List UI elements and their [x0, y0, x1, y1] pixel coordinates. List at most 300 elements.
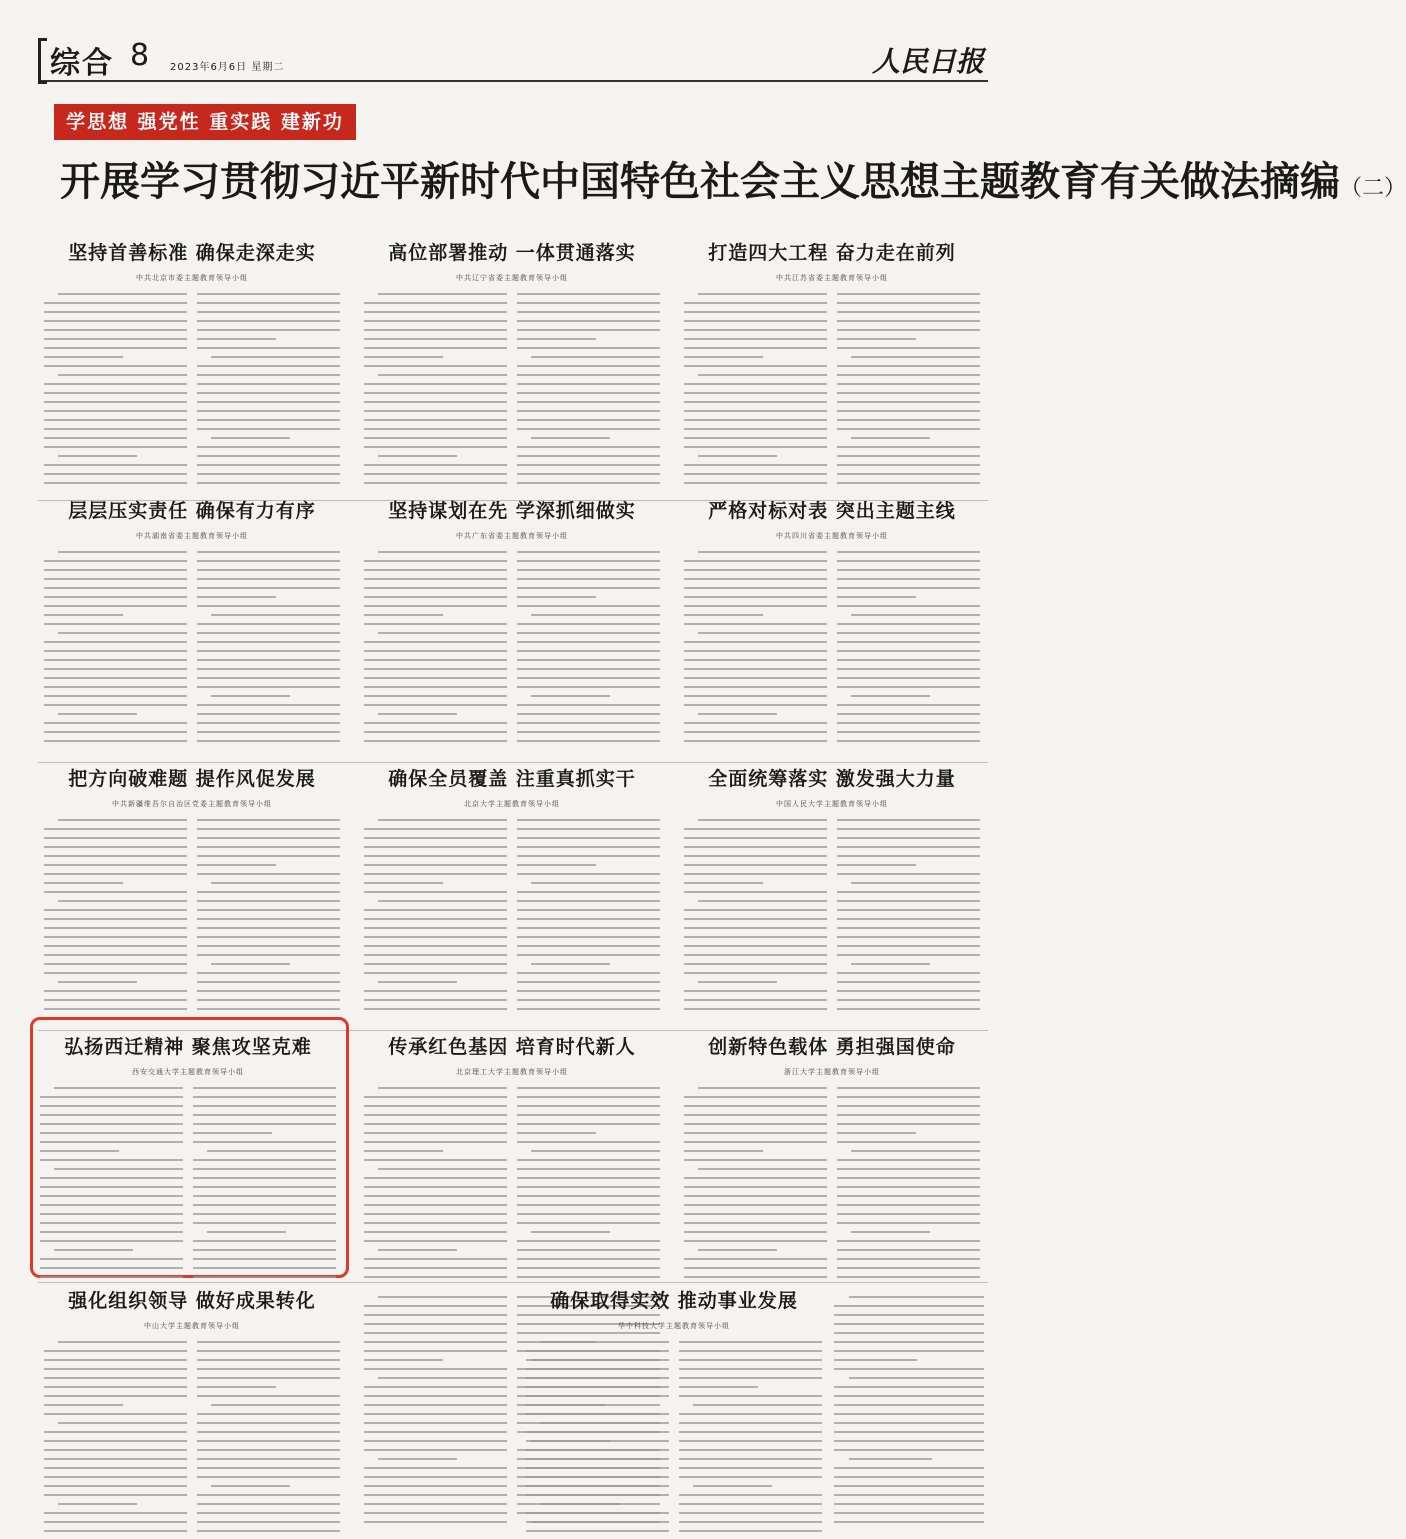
text-line — [834, 1359, 917, 1361]
text-line — [197, 972, 340, 974]
text-line — [684, 882, 763, 884]
text-line — [44, 392, 187, 394]
text-line — [698, 819, 827, 821]
text-line — [837, 1249, 980, 1251]
text-line — [44, 650, 187, 652]
text-line — [837, 990, 980, 992]
text-line — [44, 1413, 187, 1415]
text-line — [837, 668, 980, 670]
text-line — [44, 1395, 187, 1397]
text-line — [684, 873, 827, 875]
text-line — [837, 1159, 980, 1161]
text-line — [364, 1521, 507, 1523]
text-line — [834, 1512, 984, 1514]
text-line — [834, 1413, 984, 1415]
text-line — [58, 1422, 187, 1424]
text-line — [44, 473, 187, 475]
text-line — [364, 882, 443, 884]
text-line — [517, 383, 660, 385]
text-line — [540, 1422, 669, 1424]
article — [44, 764, 340, 1017]
text-line — [517, 365, 660, 367]
article-author: 浙江大学主题教育领导小组 — [784, 1068, 880, 1076]
text-line — [197, 704, 340, 706]
text-line — [834, 1323, 984, 1325]
article-body — [684, 819, 980, 1017]
text-line — [679, 1458, 822, 1460]
text-line — [364, 1008, 507, 1010]
text-line — [517, 320, 660, 322]
text-line — [197, 311, 340, 313]
text-line — [837, 473, 980, 475]
text-line — [197, 401, 340, 403]
text-line — [684, 695, 827, 697]
text-line — [851, 1231, 930, 1233]
text-line — [684, 1132, 827, 1134]
text-line — [517, 713, 660, 715]
text-line — [44, 1512, 187, 1514]
text-line — [197, 1440, 340, 1442]
text-line — [211, 437, 290, 439]
text-line — [684, 1258, 827, 1260]
text-line — [44, 828, 187, 830]
article-author: 中共辽宁省委主题教育领导小组 — [456, 274, 568, 282]
text-line — [40, 1105, 183, 1107]
article-title: 确保全员覆盖 注重真抓实干 — [388, 768, 636, 790]
text-line — [679, 1494, 822, 1496]
text-line — [517, 1159, 660, 1161]
text-line — [834, 1503, 984, 1505]
text-line — [526, 1521, 669, 1523]
text-column — [44, 293, 187, 491]
text-line — [364, 722, 507, 724]
text-line — [364, 873, 507, 875]
text-line — [364, 1449, 507, 1451]
text-line — [698, 900, 827, 902]
text-line — [526, 1494, 669, 1496]
text-line — [364, 410, 507, 412]
text-line — [517, 1168, 660, 1170]
text-line — [44, 560, 187, 562]
text-line — [197, 1503, 340, 1505]
text-line — [197, 954, 340, 956]
text-line — [531, 695, 610, 697]
text-line — [197, 891, 340, 893]
text-line — [197, 677, 340, 679]
article-author: 中共湖南省委主题教育领导小组 — [136, 532, 248, 540]
text-line — [517, 587, 660, 589]
text-line — [517, 455, 660, 457]
text-line — [44, 837, 187, 839]
text-line — [517, 1105, 660, 1107]
text-line — [679, 1422, 822, 1424]
article-body — [44, 293, 340, 491]
text-line — [684, 569, 827, 571]
text-column — [684, 293, 827, 491]
text-line — [851, 695, 930, 697]
text-column — [684, 819, 827, 1017]
text-line — [517, 1258, 660, 1260]
text-line — [679, 1350, 822, 1352]
text-line — [837, 1105, 980, 1107]
article-body — [44, 1341, 340, 1539]
text-line — [44, 482, 187, 484]
text-line — [834, 1350, 984, 1352]
text-line — [197, 1512, 340, 1514]
text-line — [684, 1276, 827, 1278]
text-line — [684, 668, 827, 670]
text-line — [837, 419, 980, 421]
article-title: 传承红色基因 培育时代新人 — [388, 1036, 636, 1058]
text-line — [40, 1240, 183, 1242]
text-line — [684, 686, 827, 688]
text-column — [837, 819, 980, 1017]
text-line — [679, 1530, 822, 1532]
text-line — [679, 1341, 822, 1343]
text-line — [837, 837, 980, 839]
text-line — [378, 1249, 457, 1251]
text-line — [684, 731, 827, 733]
text-line — [517, 1213, 660, 1215]
text-line — [837, 1195, 980, 1197]
text-line — [378, 632, 507, 634]
text-line — [193, 1105, 336, 1107]
text-line — [517, 686, 660, 688]
article-body — [684, 1087, 980, 1285]
text-column — [517, 1087, 660, 1285]
text-line — [197, 740, 340, 742]
text-line — [517, 846, 660, 848]
article-author: 中共四川省委主题教育领导小组 — [776, 532, 888, 540]
text-line — [837, 1222, 980, 1224]
text-line — [44, 1368, 187, 1370]
text-line — [837, 945, 980, 947]
text-line — [837, 828, 980, 830]
text-line — [197, 302, 340, 304]
text-line — [517, 927, 660, 929]
text-line — [364, 1494, 507, 1496]
text-line — [693, 1485, 772, 1487]
text-line — [837, 846, 980, 848]
text-line — [837, 855, 980, 857]
text-line — [197, 1368, 340, 1370]
text-line — [526, 1386, 669, 1388]
text-line — [197, 1395, 340, 1397]
text-column — [364, 819, 507, 1017]
text-line — [517, 1141, 660, 1143]
text-line — [40, 1177, 183, 1179]
text-line — [517, 464, 660, 466]
text-line — [197, 900, 340, 902]
article-title: 层层压实责任 确保有力有序 — [68, 500, 316, 522]
text-line — [517, 551, 660, 553]
text-line — [684, 1186, 827, 1188]
text-line — [44, 464, 187, 466]
text-line — [44, 731, 187, 733]
text-line — [679, 1512, 822, 1514]
text-line — [684, 338, 827, 340]
text-line — [364, 1186, 507, 1188]
text-line — [851, 614, 980, 616]
text-line — [517, 473, 660, 475]
text-line — [378, 455, 457, 457]
text-line — [526, 1449, 669, 1451]
text-line — [837, 819, 980, 821]
text-line — [44, 846, 187, 848]
text-line — [197, 605, 340, 607]
text-line — [834, 1467, 984, 1469]
text-line — [837, 605, 980, 607]
text-line — [44, 623, 187, 625]
text-line — [531, 1150, 660, 1152]
text-line — [684, 1150, 763, 1152]
text-line — [364, 1485, 507, 1487]
text-line — [837, 623, 980, 625]
text-line — [364, 569, 507, 571]
text-line — [364, 740, 507, 742]
text-line — [684, 1267, 827, 1269]
text-line — [517, 855, 660, 857]
text-column — [197, 819, 340, 1017]
article-author: 西安交通大学主题教育领导小组 — [132, 1068, 244, 1076]
text-line — [684, 927, 827, 929]
text-line — [517, 293, 660, 295]
text-line — [837, 1267, 980, 1269]
article-body — [364, 293, 660, 491]
text-line — [197, 999, 340, 1001]
text-line — [540, 1503, 619, 1505]
text-line — [517, 936, 660, 938]
text-column — [364, 1087, 507, 1285]
text-line — [44, 410, 187, 412]
text-line — [517, 1186, 660, 1188]
article — [40, 1032, 336, 1285]
text-line — [378, 293, 507, 295]
text-line — [684, 356, 763, 358]
article-author: 中共新疆维吾尔自治区党委主题教育领导小组 — [112, 800, 272, 808]
text-line — [364, 1204, 507, 1206]
article-body — [364, 819, 660, 1017]
text-line — [837, 1141, 980, 1143]
text-line — [364, 578, 507, 580]
text-line — [197, 578, 340, 580]
text-line — [364, 918, 507, 920]
article-title: 创新特色载体 勇担强国使命 — [708, 1036, 956, 1058]
text-line — [197, 374, 340, 376]
text-line — [517, 1249, 660, 1251]
text-line — [837, 1168, 980, 1170]
text-line — [698, 1249, 777, 1251]
text-line — [837, 972, 980, 974]
text-line — [40, 1114, 183, 1116]
text-line — [364, 1368, 507, 1370]
theme-banner: 学思想 强党性 重实践 建新功 — [54, 104, 356, 140]
text-line — [378, 1296, 507, 1298]
text-line — [211, 356, 340, 358]
text-line — [517, 819, 660, 821]
text-line — [54, 1168, 183, 1170]
text-line — [197, 473, 340, 475]
text-line — [364, 623, 507, 625]
text-line — [698, 713, 777, 715]
text-line — [837, 864, 916, 866]
text-line — [44, 1521, 187, 1523]
text-line — [364, 1096, 507, 1098]
text-line — [837, 428, 980, 430]
text-line — [834, 1476, 984, 1478]
text-line — [837, 383, 980, 385]
text-line — [849, 1296, 984, 1298]
text-line — [193, 1132, 272, 1134]
text-line — [684, 1231, 827, 1233]
text-line — [517, 302, 660, 304]
text-line — [684, 578, 827, 580]
text-line — [193, 1267, 336, 1269]
text-line — [378, 1087, 507, 1089]
text-line — [193, 1213, 336, 1215]
text-line — [679, 1476, 822, 1478]
text-line — [837, 338, 916, 340]
text-column — [197, 1341, 340, 1539]
text-line — [851, 437, 930, 439]
text-line — [44, 1485, 187, 1487]
article-title: 确保取得实效 推动事业发展 — [550, 1290, 798, 1312]
text-line — [834, 1368, 984, 1370]
article — [44, 496, 340, 749]
text-column — [197, 551, 340, 749]
text-line — [44, 641, 187, 643]
text-line — [364, 596, 507, 598]
text-line — [517, 374, 660, 376]
text-line — [837, 482, 980, 484]
text-line — [364, 383, 507, 385]
text-line — [364, 677, 507, 679]
text-line — [197, 293, 340, 295]
text-line — [517, 704, 660, 706]
text-line — [837, 1087, 980, 1089]
text-line — [197, 1359, 340, 1361]
text-line — [517, 677, 660, 679]
text-line — [834, 1440, 984, 1442]
text-line — [197, 392, 340, 394]
text-line — [517, 873, 660, 875]
text-line — [849, 1458, 932, 1460]
article — [684, 764, 980, 1017]
text-line — [364, 1276, 507, 1278]
text-line — [364, 1341, 507, 1343]
text-line — [364, 659, 507, 661]
article-author: 华中科技大学主题教育领导小组 — [618, 1322, 730, 1330]
text-line — [364, 828, 507, 830]
text-line — [684, 587, 827, 589]
text-line — [197, 1341, 340, 1343]
text-line — [364, 1422, 507, 1424]
text-line — [44, 668, 187, 670]
text-line — [197, 596, 276, 598]
text-line — [684, 1123, 827, 1125]
text-line — [837, 909, 980, 911]
text-line — [526, 1530, 669, 1532]
text-line — [44, 659, 187, 661]
text-line — [837, 293, 980, 295]
article-body — [834, 1296, 984, 1530]
text-line — [684, 320, 827, 322]
text-line — [197, 1467, 340, 1469]
text-line — [837, 365, 980, 367]
text-line — [517, 596, 596, 598]
article — [364, 1032, 660, 1285]
text-line — [517, 446, 660, 448]
text-line — [197, 909, 340, 911]
text-line — [837, 731, 980, 733]
text-line — [197, 981, 340, 983]
text-line — [517, 347, 660, 349]
text-line — [44, 1431, 187, 1433]
text-line — [679, 1431, 822, 1433]
text-line — [364, 972, 507, 974]
text-line — [834, 1431, 984, 1433]
text-line — [837, 713, 980, 715]
text-line — [193, 1123, 336, 1125]
headline-title: 开展学习贯彻习近平新时代中国特色社会主义思想主题教育有关做法摘编 — [60, 159, 1340, 205]
article — [834, 1286, 984, 1530]
text-line — [517, 864, 596, 866]
text-line — [197, 365, 340, 367]
text-line — [517, 918, 660, 920]
text-line — [531, 356, 660, 358]
text-line — [197, 641, 340, 643]
text-line — [679, 1359, 822, 1361]
text-line — [58, 293, 187, 295]
text-line — [211, 614, 340, 616]
text-line — [364, 1512, 507, 1514]
text-line — [364, 945, 507, 947]
text-line — [684, 677, 827, 679]
text-line — [837, 918, 980, 920]
text-line — [698, 1168, 827, 1170]
text-line — [693, 1404, 822, 1406]
text-line — [837, 1123, 980, 1125]
text-line — [197, 659, 340, 661]
text-line — [364, 1231, 507, 1233]
text-line — [364, 1332, 507, 1334]
text-line — [684, 936, 827, 938]
text-line — [526, 1440, 669, 1442]
text-line — [364, 686, 507, 688]
text-line — [40, 1213, 183, 1215]
text-line — [837, 954, 980, 956]
text-line — [197, 1530, 340, 1532]
text-line — [837, 569, 980, 571]
text-line — [684, 623, 827, 625]
text-line — [197, 338, 276, 340]
text-line — [684, 473, 827, 475]
text-line — [44, 578, 187, 580]
text-line — [193, 1249, 336, 1251]
text-line — [44, 1386, 187, 1388]
text-column — [197, 293, 340, 491]
text-line — [44, 686, 187, 688]
text-line — [193, 1222, 336, 1224]
text-line — [364, 347, 507, 349]
text-line — [40, 1204, 183, 1206]
text-line — [197, 1350, 340, 1352]
text-line — [364, 891, 507, 893]
text-line — [834, 1422, 984, 1424]
text-line — [837, 1008, 980, 1010]
text-line — [849, 1377, 984, 1379]
text-line — [364, 1359, 443, 1361]
